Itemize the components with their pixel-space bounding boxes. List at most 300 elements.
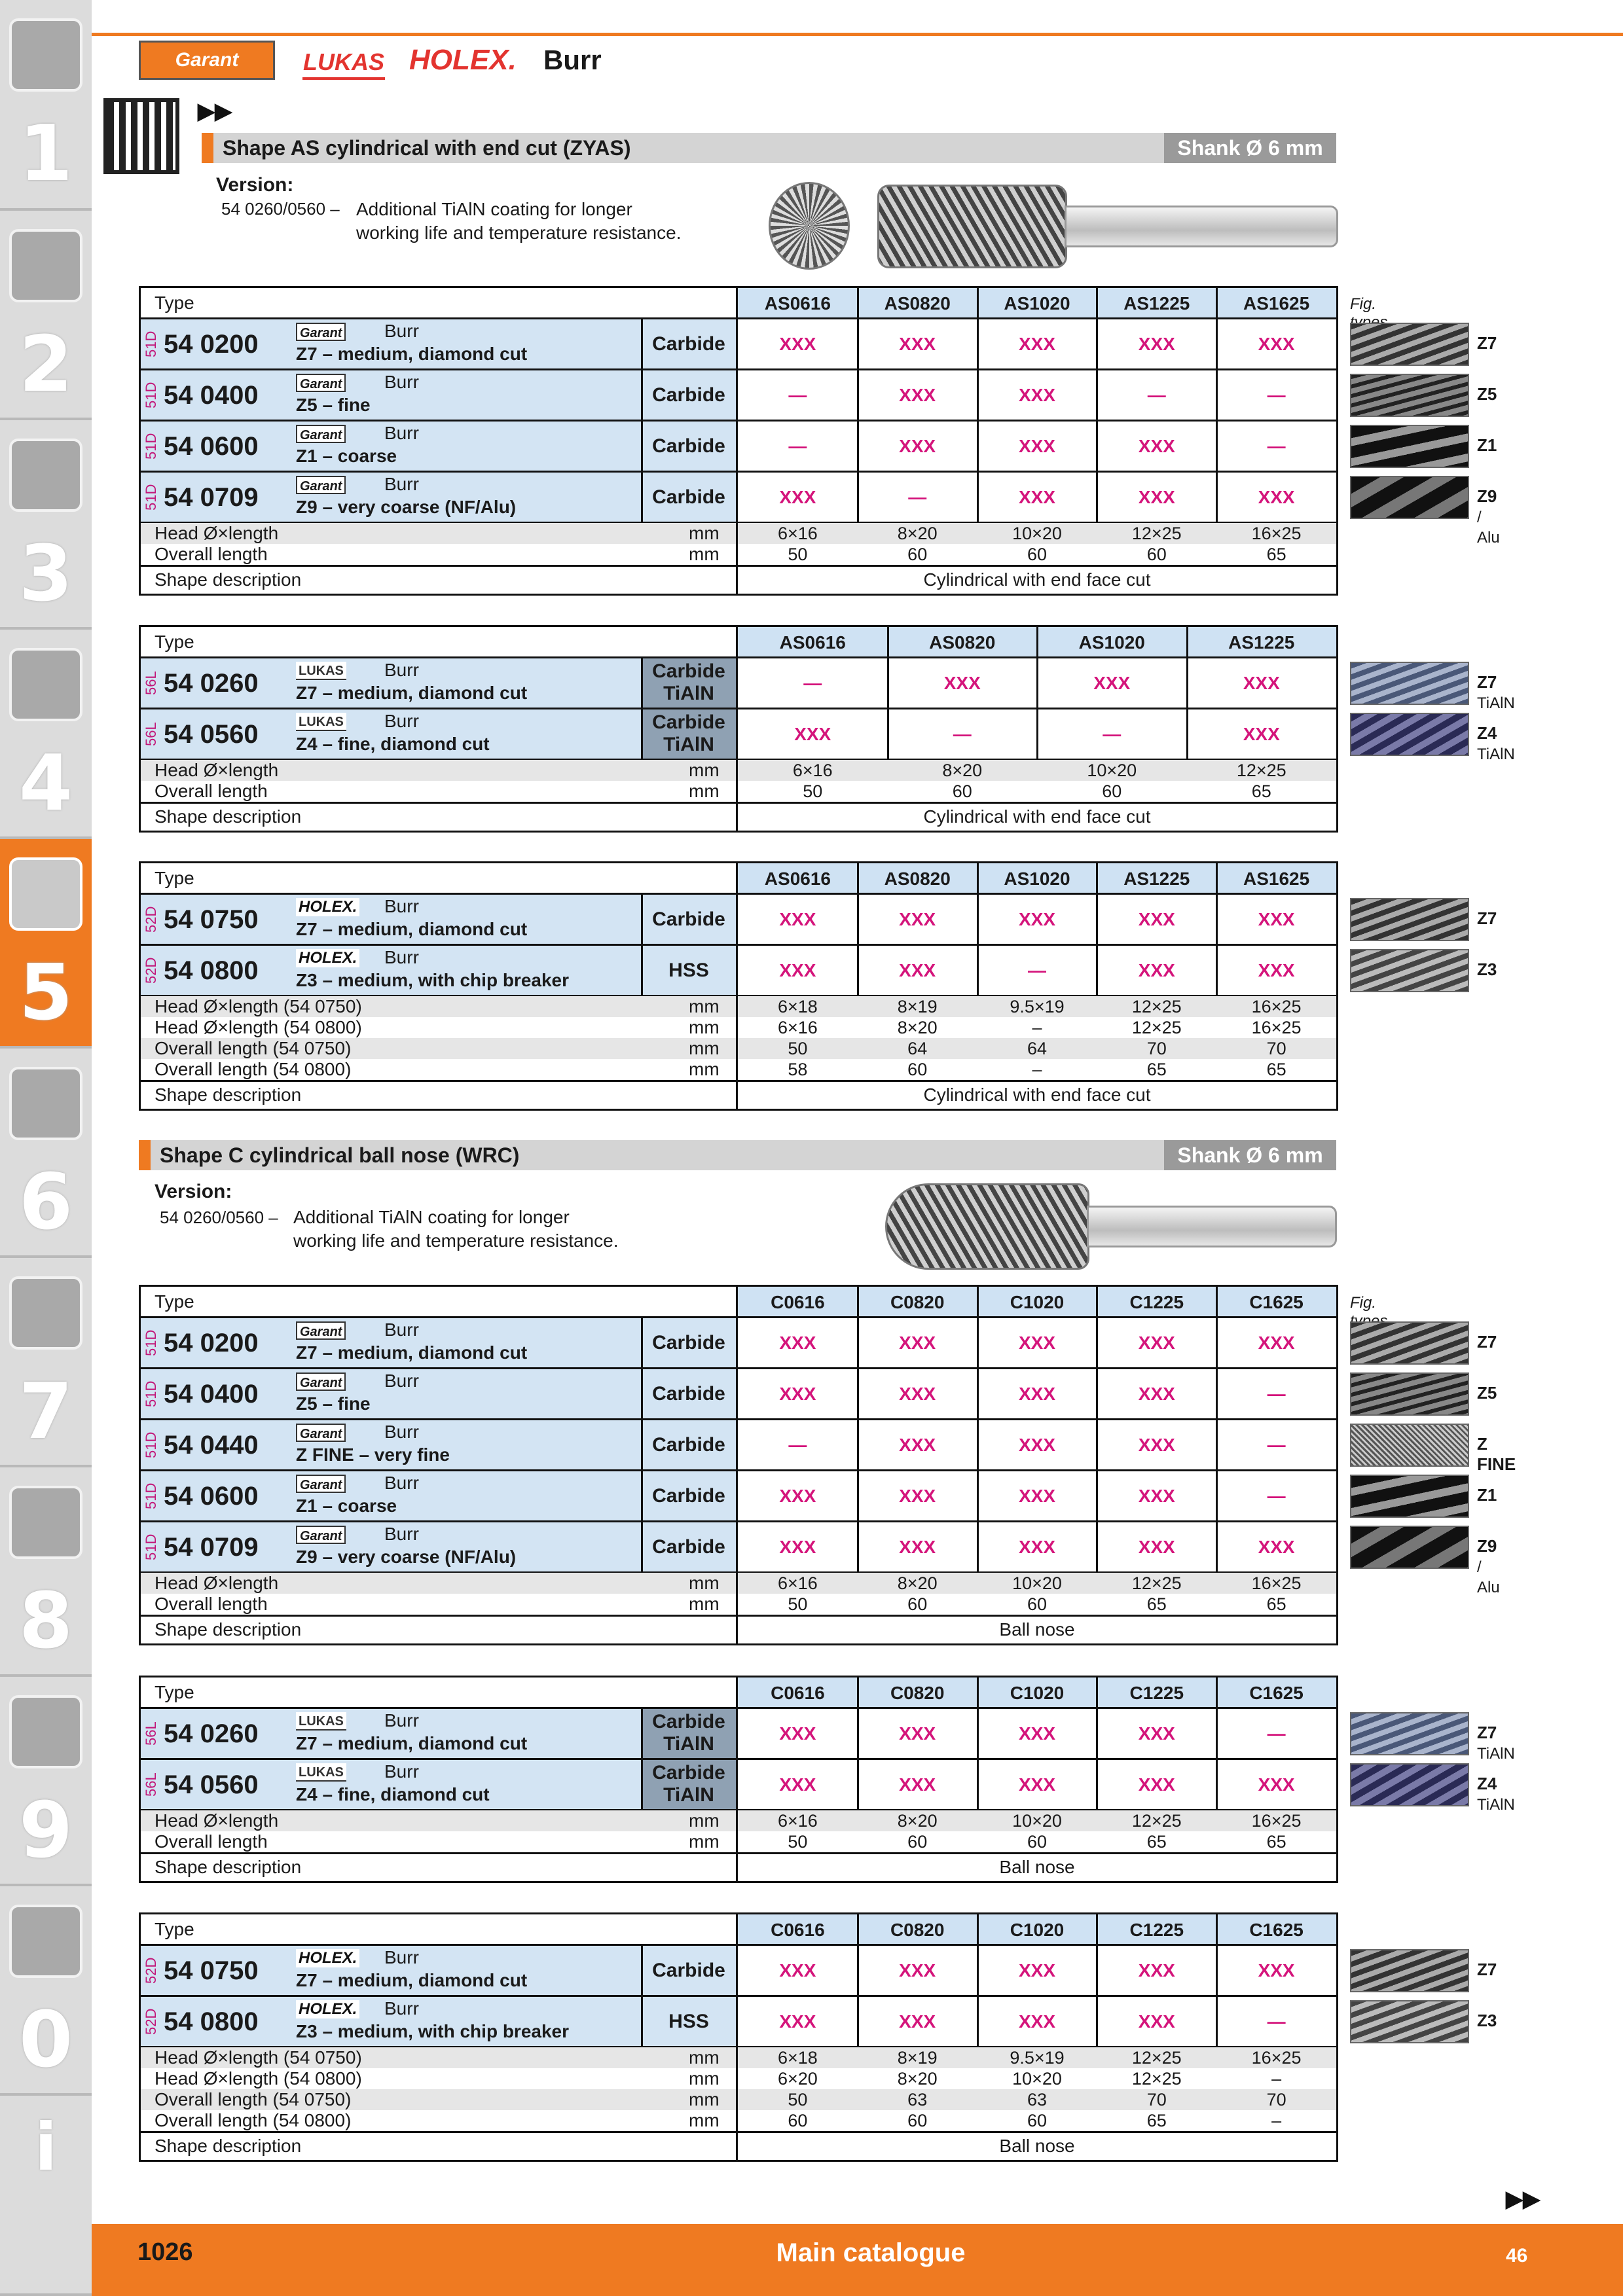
dimension-value: 12×25 <box>1236 761 1286 780</box>
dimension-value: 64 <box>1027 1039 1048 1058</box>
cut-type-label <box>1477 333 1497 353</box>
next-page-arrows-icon[interactable]: ▶▶ <box>1506 2187 1541 2212</box>
cut-type-image <box>1350 898 1469 941</box>
availability-mark[interactable]: XXX <box>1018 1384 1055 1404</box>
availability-mark[interactable]: XXX <box>1018 334 1055 354</box>
shank-badge: Shank Ø 6 mm <box>1164 133 1336 163</box>
material-label: Carbide <box>652 660 725 682</box>
cut-type-image <box>1350 1321 1469 1365</box>
availability-mark[interactable]: XXX <box>899 1384 936 1404</box>
fig-types-label: Fig. <box>1350 295 1377 313</box>
unit-label: mm <box>689 760 720 780</box>
unit-label: mm <box>689 2110 720 2130</box>
dimension-label: Head Ø×length <box>155 760 279 780</box>
availability-mark[interactable]: XXX <box>1258 487 1295 507</box>
cut-description: Z7 – medium, diamond cut <box>296 1342 528 1363</box>
availability-mark[interactable]: XXX <box>1138 1435 1175 1455</box>
cut-type-label <box>1477 1332 1497 1352</box>
material-label: Carbide <box>652 333 725 355</box>
article-number[interactable]: 54 0200 <box>164 330 259 359</box>
chapter-tab-5[interactable] <box>0 839 92 1049</box>
availability-mark[interactable]: — <box>788 436 807 456</box>
availability-mark[interactable]: XXX <box>1138 1960 1175 1981</box>
availability-mark[interactable]: XXX <box>899 1723 936 1744</box>
chapter-number: 1 <box>18 108 73 198</box>
article-number[interactable]: 54 0200 <box>164 1329 259 1357</box>
cut-type-label <box>1477 384 1497 404</box>
dimension-value: 10×20 <box>1012 2069 1062 2089</box>
availability-mark[interactable]: XXX <box>1258 960 1295 980</box>
availability-mark[interactable]: XXX <box>943 673 981 693</box>
availability-mark[interactable]: — <box>1267 436 1286 456</box>
section-accent <box>139 1140 151 1170</box>
dimension-value: 6×16 <box>777 524 818 543</box>
article-number[interactable]: 54 0800 <box>164 956 259 985</box>
availability-mark[interactable]: XXX <box>899 436 936 456</box>
availability-mark[interactable]: XXX <box>1018 1774 1055 1795</box>
article-number[interactable]: 54 0400 <box>164 381 259 410</box>
header-divider <box>139 1707 1338 1709</box>
material-label: Carbide <box>652 711 725 733</box>
availability-mark[interactable]: XXX <box>779 1723 816 1744</box>
dimension-value: 65 <box>1146 1060 1167 1079</box>
dimension-value: 8×20 <box>897 1018 938 1037</box>
article-number[interactable]: 54 0750 <box>164 1956 259 1985</box>
brand-mark: LUKAS <box>296 713 346 731</box>
availability-mark[interactable]: XXX <box>1018 1537 1055 1557</box>
toolbox-icon <box>9 1486 82 1559</box>
chapter-number: 4 <box>18 738 73 828</box>
version-code: 51D <box>143 1329 159 1357</box>
burr-label: Burr <box>384 1371 419 1391</box>
chapter-tab-i[interactable] <box>0 2096 92 2296</box>
unit-label: mm <box>689 1831 720 1852</box>
dimension-value: 50 <box>803 781 823 801</box>
type-header: AS1625 <box>1216 863 1336 894</box>
availability-mark[interactable]: XXX <box>1018 2011 1055 2032</box>
material-label: Carbide <box>652 1434 725 1456</box>
version-code: 51D <box>143 1431 159 1459</box>
garant-logo: Garant <box>139 41 275 80</box>
cut-description: Z7 – medium, diamond cut <box>296 1970 528 1990</box>
material-label: Carbide <box>652 1960 725 1981</box>
cut-type-label <box>1477 1960 1497 1980</box>
availability-mark[interactable]: XXX <box>794 724 831 744</box>
chapter-tab-4[interactable] <box>0 630 92 839</box>
dimension-label: Head Ø×length (54 0750) <box>155 2047 362 2068</box>
availability-mark[interactable]: — <box>1027 960 1046 980</box>
availability-mark[interactable]: XXX <box>899 1960 936 1981</box>
availability-mark[interactable]: XXX <box>1258 1333 1295 1353</box>
availability-mark[interactable]: XXX <box>1138 1384 1175 1404</box>
burr-label: Burr <box>384 947 419 967</box>
availability-mark[interactable]: XXX <box>779 1384 816 1404</box>
material-label: HSS <box>668 2011 709 2032</box>
burr-label: Burr <box>384 1319 419 1340</box>
availability-mark[interactable]: — <box>908 487 927 507</box>
availability-mark[interactable]: XXX <box>1093 673 1131 693</box>
dimension-label: Overall length <box>155 544 268 564</box>
dimension-label: Head Ø×length (54 0800) <box>155 1017 362 1037</box>
dimension-value: 6×16 <box>777 1573 818 1593</box>
cut-code: Z7 <box>1477 908 1497 928</box>
availability-mark[interactable]: XXX <box>1243 673 1280 693</box>
chapter-number: 2 <box>18 319 73 409</box>
version-code: 56L <box>143 722 159 747</box>
caliper-icon <box>9 648 82 721</box>
burr-shank-image <box>1065 206 1338 247</box>
dimension-value: 65 <box>1146 1832 1167 1852</box>
shape-description-label: Shape description <box>155 1085 302 1105</box>
type-header-label: Type <box>155 1919 194 1939</box>
availability-mark[interactable]: — <box>1267 2011 1286 2032</box>
cut-type-label <box>1477 1774 1515 1814</box>
availability-mark[interactable]: XXX <box>1018 1486 1055 1506</box>
material-label: Carbide <box>652 1762 725 1784</box>
tap-icon <box>9 439 82 512</box>
article-number[interactable]: 54 0709 <box>164 1533 259 1562</box>
type-header: AS0820 <box>888 627 1038 658</box>
dimension-value: 60 <box>1027 2111 1048 2130</box>
availability-mark[interactable]: XXX <box>1018 909 1055 929</box>
shape-description-value: Ball nose <box>999 1857 1075 1877</box>
burr-label: Burr <box>384 1710 419 1731</box>
availability-mark[interactable]: XXX <box>899 385 936 405</box>
availability-mark[interactable]: XXX <box>1018 385 1055 405</box>
availability-mark[interactable]: XXX <box>1018 436 1055 456</box>
dimension-value: – <box>1032 1060 1042 1079</box>
dimension-value: 16×25 <box>1251 1018 1302 1037</box>
availability-mark[interactable]: XXX <box>1258 909 1295 929</box>
availability-mark[interactable]: — <box>1267 385 1286 405</box>
unit-label: mm <box>689 2089 720 2109</box>
material-label: Carbide <box>652 384 725 406</box>
material-label: Carbide <box>652 1383 725 1405</box>
chapter-tab-bar <box>0 0 92 2296</box>
dimension-label: Overall length (54 0800) <box>155 2110 352 2130</box>
chapter-tab-1[interactable] <box>0 0 92 211</box>
article-number[interactable]: 54 0600 <box>164 1482 259 1511</box>
article-number[interactable]: 54 0750 <box>164 905 259 934</box>
cut-description: Z FINE – very fine <box>296 1444 450 1465</box>
dimension-value: 6×20 <box>777 2069 818 2089</box>
header-rule <box>92 33 1623 36</box>
availability-mark[interactable]: XXX <box>779 1486 816 1506</box>
cut-suffix: TiAlN <box>1477 745 1515 763</box>
availability-mark[interactable]: XXX <box>1018 1960 1055 1981</box>
availability-mark[interactable]: XXX <box>1138 2011 1175 2032</box>
type-header: AS1225 <box>1187 627 1337 658</box>
availability-mark[interactable]: XXX <box>1243 724 1280 744</box>
cut-code: Z5 <box>1477 1383 1497 1403</box>
article-number[interactable]: 54 0560 <box>164 1770 259 1799</box>
availability-mark[interactable]: — <box>1267 1435 1286 1455</box>
burr-label: Burr <box>384 660 419 680</box>
brand-mark: HOLEX. <box>296 898 359 916</box>
cut-code: Z4 <box>1477 1774 1497 1793</box>
cut-type-label <box>1477 960 1497 980</box>
article-number[interactable]: 54 0440 <box>164 1431 259 1460</box>
availability-mark[interactable]: XXX <box>899 334 936 354</box>
chapter-tab-8[interactable] <box>0 1467 92 1677</box>
dimension-value: 60 <box>907 545 928 564</box>
brand-mark: Garant <box>296 425 346 443</box>
cut-description: Z3 – medium, with chip breaker <box>296 970 570 990</box>
availability-mark[interactable]: XXX <box>899 960 936 980</box>
type-header: C1020 <box>977 1677 1097 1708</box>
burr-label: Burr <box>384 372 419 392</box>
brand-mark: Garant <box>296 476 346 494</box>
availability-mark[interactable]: XXX <box>1138 436 1175 456</box>
availability-mark[interactable]: XXX <box>1138 487 1175 507</box>
article-number[interactable]: 54 0600 <box>164 432 259 461</box>
burr-label: Burr <box>384 1422 419 1442</box>
dimension-label: Head Ø×length <box>155 523 279 543</box>
availability-mark[interactable]: XXX <box>1018 1435 1055 1455</box>
lukas-logo: LUKAS <box>302 45 385 80</box>
dimension-value: 10×20 <box>1087 761 1137 780</box>
dimension-value: 50 <box>788 1039 808 1058</box>
availability-mark[interactable]: XXX <box>779 487 816 507</box>
table-border <box>139 286 1338 596</box>
dimension-value: 8×20 <box>897 1811 938 1831</box>
burr-label: Burr <box>384 321 419 341</box>
chapter-number: 0 <box>18 1994 73 2085</box>
availability-mark[interactable]: XXX <box>1258 1774 1295 1795</box>
article-number[interactable]: 54 0260 <box>164 1719 259 1748</box>
type-header: AS1020 <box>977 863 1097 894</box>
availability-mark[interactable]: XXX <box>779 334 816 354</box>
dimension-value: 50 <box>788 1594 808 1614</box>
availability-mark[interactable]: — <box>953 724 972 744</box>
dimension-label: Overall length (54 0750) <box>155 2089 352 2109</box>
header-divider <box>139 893 1338 895</box>
availability-mark[interactable]: — <box>788 1435 807 1455</box>
dimension-value: 65 <box>1266 1832 1286 1852</box>
section-bar-shape-c <box>139 1140 1336 1170</box>
version-code: 54 0260/0560 – <box>160 1208 278 1227</box>
cut-type-label <box>1477 1485 1497 1505</box>
dimension-value: 60 <box>952 781 972 801</box>
dimension-value: 65 <box>1266 545 1286 564</box>
version-code: 51D <box>143 484 159 511</box>
burr-label: Burr <box>384 711 419 731</box>
version-code: 51D <box>143 433 159 460</box>
continue-arrows-icon: ▶▶ <box>198 99 232 124</box>
cut-type-image <box>1350 1712 1469 1755</box>
cut-code: Z9 <box>1477 486 1497 506</box>
burr-label: Burr <box>384 423 419 443</box>
shape-description-value: Ball nose <box>999 2136 1075 2156</box>
dimension-value: – <box>1271 2069 1282 2089</box>
cut-description: Z9 – very coarse (NF/Alu) <box>296 497 517 517</box>
availability-mark[interactable]: XXX <box>1138 1486 1175 1506</box>
availability-mark[interactable]: XXX <box>779 1537 816 1557</box>
version-label: Version: <box>155 1181 232 1202</box>
availability-mark[interactable]: — <box>1267 1384 1286 1404</box>
brand-mark: Garant <box>296 374 346 392</box>
availability-mark[interactable]: — <box>788 385 807 405</box>
shank-badge: Shank Ø 6 mm <box>1164 1140 1336 1170</box>
pliers-icon <box>9 1276 82 1350</box>
dimension-value: 8×20 <box>897 524 938 543</box>
unit-label: mm <box>689 2047 720 2068</box>
availability-mark[interactable]: XXX <box>1138 1723 1175 1744</box>
dimension-value: 60 <box>1146 545 1167 564</box>
cut-description: Z1 – coarse <box>296 446 397 466</box>
availability-mark[interactable]: XXX <box>1018 1333 1055 1353</box>
wrench-icon <box>9 1067 82 1140</box>
dimension-value: 65 <box>1266 1594 1286 1614</box>
brand-mark: Garant <box>296 1475 346 1493</box>
shape-description-label: Shape description <box>155 1619 302 1640</box>
cut-type-image <box>1350 1763 1469 1806</box>
availability-mark[interactable]: XXX <box>899 1774 936 1795</box>
dimension-value: 10×20 <box>1012 1811 1062 1831</box>
cut-description: Z3 – medium, with chip breaker <box>296 2021 570 2041</box>
article-number[interactable]: 54 0800 <box>164 2007 259 2036</box>
dimension-value: 50 <box>788 545 808 564</box>
material-label: Carbide <box>652 908 725 930</box>
cut-type-image <box>1350 1372 1469 1416</box>
chapter-tab-6[interactable] <box>0 1049 92 1258</box>
availability-mark[interactable]: XXX <box>1138 909 1175 929</box>
dimension-value: 65 <box>1251 781 1271 801</box>
table-border <box>139 861 1338 1111</box>
availability-mark[interactable]: XXX <box>899 2011 936 2032</box>
material-label: Carbide <box>652 1485 725 1507</box>
availability-mark[interactable]: XXX <box>779 1960 816 1981</box>
chapter-number: 5 <box>18 947 73 1037</box>
dimension-value: 16×25 <box>1251 997 1302 1016</box>
chapter-tab-3[interactable] <box>0 420 92 630</box>
dimension-value: 16×25 <box>1251 1573 1302 1593</box>
type-header: AS0820 <box>858 288 977 319</box>
dimension-value: 70 <box>1266 1039 1286 1058</box>
unit-label: mm <box>689 1059 720 1079</box>
version-label: Version: <box>216 174 294 196</box>
brand-mark: HOLEX. <box>296 1949 359 1967</box>
cut-type-image <box>1350 662 1469 705</box>
cut-type-label <box>1477 672 1515 713</box>
availability-mark[interactable]: XXX <box>899 1537 936 1557</box>
chapter-number: 7 <box>18 1366 73 1456</box>
chapter-number: i <box>34 2109 58 2185</box>
article-number[interactable]: 54 0260 <box>164 669 259 698</box>
unit-label: mm <box>689 1810 720 1831</box>
unit-label: mm <box>689 1594 720 1614</box>
qr-code-icon[interactable] <box>103 98 179 174</box>
shape-description-value: Cylindrical with end face cut <box>923 1085 1151 1105</box>
cut-code: Z7 <box>1477 1960 1497 1979</box>
dimension-value: 50 <box>788 2090 808 2109</box>
availability-mark[interactable]: XXX <box>1018 487 1055 507</box>
availability-mark[interactable]: XXX <box>779 2011 816 2032</box>
article-number[interactable]: 54 0400 <box>164 1380 259 1408</box>
chapter-tab-0[interactable] <box>0 1886 92 2096</box>
version-code: 56L <box>143 1772 159 1797</box>
availability-mark[interactable]: — <box>1147 385 1166 405</box>
availability-mark[interactable]: XXX <box>1138 1537 1175 1557</box>
availability-mark[interactable]: XXX <box>1258 334 1295 354</box>
cut-code: Z7 <box>1477 1723 1497 1742</box>
dimension-value: 60 <box>1102 781 1122 801</box>
availability-mark[interactable]: — <box>803 673 822 693</box>
dimension-value: 8×20 <box>897 2069 938 2089</box>
cut-code: Z3 <box>1477 2011 1497 2030</box>
availability-mark[interactable]: XXX <box>899 909 936 929</box>
dimension-value: 10×20 <box>1012 1573 1062 1593</box>
article-number[interactable]: 54 0709 <box>164 483 259 512</box>
footer-title: Main catalogue <box>776 2238 966 2267</box>
availability-mark[interactable]: — <box>1103 724 1122 744</box>
material-label: HSS <box>668 960 709 981</box>
type-header: C1625 <box>1216 1287 1336 1318</box>
availability-mark[interactable]: XXX <box>779 909 816 929</box>
section-accent <box>202 133 213 163</box>
availability-mark[interactable]: XXX <box>899 1333 936 1353</box>
chapter-number: 8 <box>18 1575 73 1666</box>
dimension-value: 16×25 <box>1251 524 1302 543</box>
availability-mark[interactable]: XXX <box>1138 1774 1175 1795</box>
burr-label: Burr <box>384 1947 419 1967</box>
availability-mark[interactable]: XXX <box>899 1435 936 1455</box>
material-label: Carbide <box>652 486 725 508</box>
cut-type-label <box>1477 435 1497 456</box>
dimension-label: Overall length <box>155 781 268 801</box>
availability-mark[interactable]: XXX <box>1138 1333 1175 1353</box>
dimension-value: 65 <box>1146 2111 1167 2130</box>
availability-mark[interactable]: XXX <box>1258 1537 1295 1557</box>
availability-mark[interactable]: XXX <box>1138 960 1175 980</box>
type-header: C1225 <box>1097 1287 1216 1318</box>
cut-type-image <box>1350 374 1469 417</box>
availability-mark[interactable]: XXX <box>1258 1960 1295 1981</box>
availability-mark[interactable]: XXX <box>779 1333 816 1353</box>
chapter-tab-2[interactable] <box>0 211 92 420</box>
burr-label: Burr <box>384 1524 419 1544</box>
dimension-value: 6×16 <box>777 1018 818 1037</box>
chapter-tab-7[interactable] <box>0 1258 92 1467</box>
unit-label: mm <box>689 1017 720 1037</box>
availability-mark[interactable]: XXX <box>779 1774 816 1795</box>
dimension-label: Overall length (54 0750) <box>155 1038 352 1058</box>
type-header: AS0820 <box>858 863 977 894</box>
availability-mark[interactable]: XXX <box>899 1486 936 1506</box>
availability-mark[interactable]: — <box>1267 1723 1286 1744</box>
header-divider <box>139 1316 1338 1318</box>
availability-mark[interactable]: XXX <box>779 960 816 980</box>
shape-description-label: Shape description <box>155 2136 302 2156</box>
cut-description: Z5 – fine <box>296 1393 371 1414</box>
article-number[interactable]: 54 0560 <box>164 720 259 749</box>
cut-code: Z7 <box>1477 672 1497 692</box>
availability-mark[interactable]: XXX <box>1138 334 1175 354</box>
dimension-value: 12×25 <box>1131 1018 1182 1037</box>
coating-label: TiAlN <box>663 1784 714 1806</box>
cut-description: Z7 – medium, diamond cut <box>296 344 528 364</box>
availability-mark[interactable]: — <box>1267 1486 1286 1506</box>
cut-code: Z7 <box>1477 333 1497 353</box>
type-header: AS1625 <box>1216 288 1336 319</box>
version-code: 54 0260/0560 – <box>221 199 340 219</box>
type-header: AS1020 <box>1037 627 1187 658</box>
dimension-value: 63 <box>1027 2090 1048 2109</box>
version-code: 52D <box>143 1957 159 1984</box>
chapter-tab-9[interactable] <box>0 1677 92 1886</box>
grinding-disc-icon <box>9 857 82 931</box>
availability-mark[interactable]: XXX <box>1018 1723 1055 1744</box>
